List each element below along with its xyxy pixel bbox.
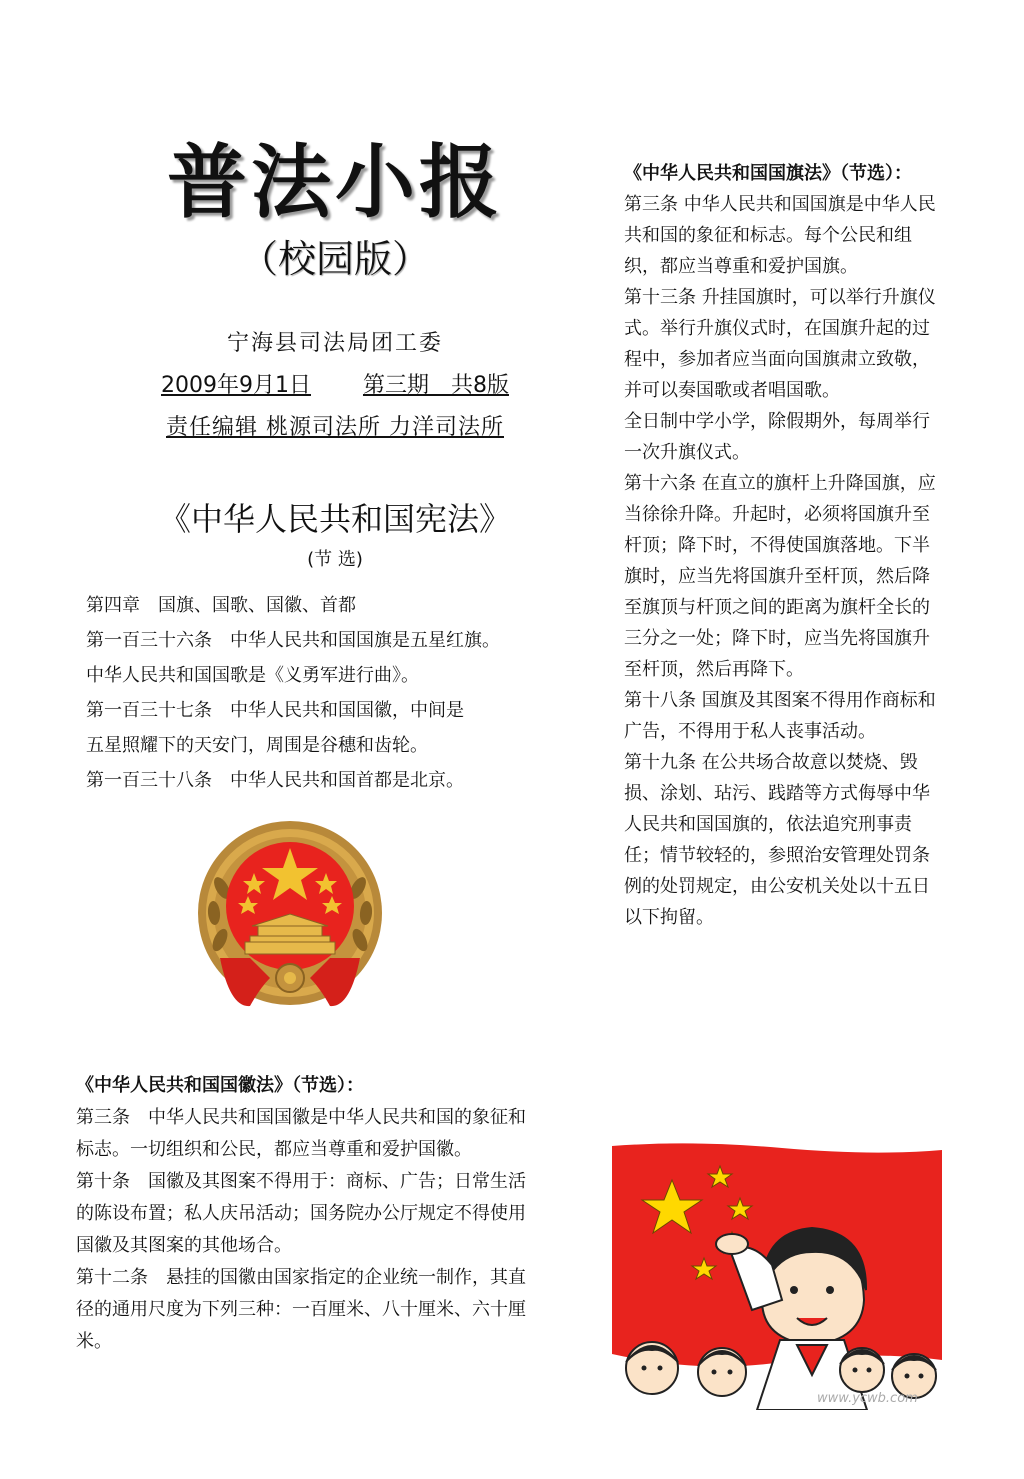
constitution-subtitle: (节 选)	[307, 549, 363, 570]
flag-law-article: 第十三条 升挂国旗时，可以举行升旗仪式。举行升旗仪式时，在国旗升起的过程中，参加者应当面向国旗肃立致敬，并可以奏国歌或者唱国歌。	[624, 287, 936, 401]
cartoon-watermark: www.ycwb.com	[817, 1391, 918, 1406]
editors-line: 责任编辑 桃源司法所 力洋司法所	[166, 415, 504, 440]
emblem-law-heading: 《中华人民共和国国徽法》（节选）：	[76, 1075, 364, 1096]
constitution-title: 《中华人民共和国宪法》	[158, 500, 511, 538]
emblem-law-article: 第十条 国徽及其图案不得用于：商标、广告；日常生活的陈设布置；私人庆吊活动；国务院办公厅规定不得使用国徽及其图案的其他场合。	[76, 1171, 526, 1256]
publisher: 宁海县司法局团工委	[226, 331, 443, 356]
constitution-line: 第一百三十八条 中华人民共和国首都是北京。	[86, 770, 464, 791]
masthead-edition: （校园版）	[239, 237, 430, 281]
issue-line	[110, 368, 560, 399]
emblem-law-article: 第三条 中华人民共和国国徽是中华人民共和国的象征和标志。一切组织和公民，都应当尊重和爱护国徽。	[76, 1107, 526, 1160]
flag-law-article: 第十六条 在直立的旗杆上升降国旗，应当徐徐升降。升起时，必须将国旗升至杆顶；降下时，不得使国旗落地。下半旗时，应当先将国旗升至杆顶，然后降至旗顶与杆顶之间的距离为旗杆全长的三分之一处；降下时，应当先将国旗升至杆顶，然后再降下。	[624, 473, 936, 680]
constitution-line: 第四章 国旗、国歌、国徽、首都	[86, 595, 356, 616]
issue-date: 2009年9月1日	[161, 373, 311, 398]
flag-law-article: 第十八条 国旗及其图案不得用作商标和广告，不得用于私人丧事活动。	[624, 690, 936, 742]
constitution-line: 第一百三十七条 中华人民共和国国徽，中间是	[86, 700, 464, 721]
constitution-line: 第一百三十六条 中华人民共和国国旗是五星红旗。	[86, 630, 500, 651]
flag-salute-cartoon	[612, 1140, 942, 1410]
flag-law-heading: 《中华人民共和国国旗法》（节选）：	[624, 163, 912, 184]
flag-law-article: 全日制中学小学，除假期外，每周举行一次升旗仪式。	[624, 411, 930, 463]
flag-law-section	[624, 158, 944, 933]
flag-law-article: 第十九条 在公共场合故意以焚烧、毁损、涂划、玷污、践踏等方式侮辱中华人民共和国国旗的，依法追究刑事责任；情节较轻的，参照治安管理处罚条例的处罚规定，由公安机关处以十五日以下拘留。	[624, 752, 930, 928]
national-emblem-image	[190, 818, 390, 1018]
emblem-law-article: 第十二条 悬挂的国徽由国家指定的企业统一制作，其直径的通用尺度为下列三种：一百厘米、八十厘米、六十厘米。	[76, 1267, 526, 1352]
emblem-law-section	[76, 1070, 526, 1358]
constitution-line: 中华人民共和国国歌是《义勇军进行曲》。	[86, 665, 419, 686]
flag-law-article: 第三条 中华人民共和国国旗是中华人民共和国的象征和标志。每个公民和组织，都应当尊重和爱护国旗。	[624, 194, 936, 277]
constitution-excerpt	[86, 588, 586, 798]
masthead-title: 普法小报	[167, 135, 503, 229]
issue-number: 第三期 共8版	[362, 373, 509, 398]
constitution-line: 五星照耀下的天安门，周围是谷穗和齿轮。	[86, 735, 428, 756]
